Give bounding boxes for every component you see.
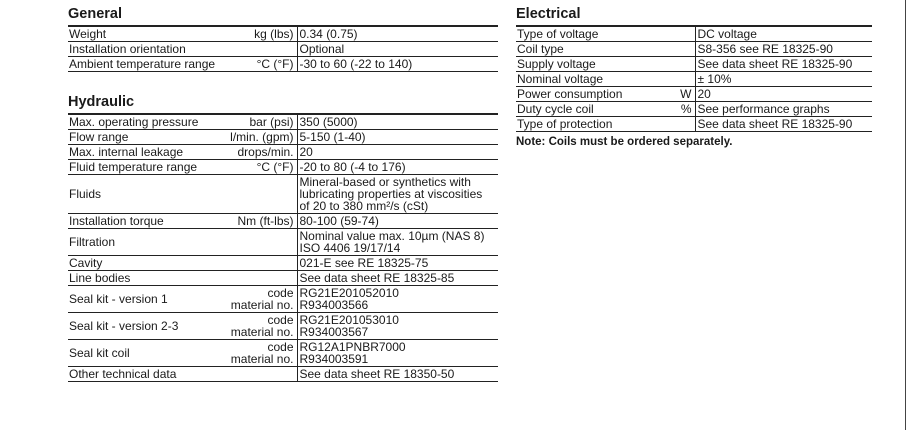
row-value: -20 to 80 (-4 to 176) [299,160,406,174]
table-row [68,214,498,229]
row-unit: Nm (ft-lbs) [237,214,294,228]
row-unit: code [267,313,294,327]
general-table [68,25,498,72]
row-value: DC voltage [697,27,757,41]
row-label: Type of voltage [517,27,599,41]
row-unit: °C (°F) [256,57,294,71]
row-value: 80-100 (59-74) [299,214,379,228]
row-label: Type of protection [517,117,613,131]
row-unit: drops/min. [237,145,294,159]
table-row [516,87,872,102]
row-label: Fluids [69,187,102,201]
table-row [68,42,498,57]
row-label: Power consumption [517,87,623,101]
row-label: Other technical data [69,367,177,381]
row-label: Duty cycle coil [517,102,594,116]
row-value: See performance graphs [697,102,830,116]
row-label: Coil type [517,42,564,56]
general-section [68,6,498,72]
row-label: Weight [69,27,107,41]
row-label: Supply voltage [517,57,596,71]
row-unit: °C (°F) [256,160,294,174]
table-row [68,160,498,175]
table-row [68,286,498,313]
page-border-line [905,0,906,430]
row-label: Ambient temperature range [69,57,216,71]
table-row [516,57,872,72]
row-label: Seal kit - version 1 [69,292,168,306]
row-label: Cavity [69,256,103,270]
hydraulic-section [68,94,498,382]
table-row [68,130,498,145]
row-label: Installation torque [69,214,164,228]
row-value: 350 (5000) [299,115,358,129]
row-value: RG21E201052010 R934003566 [299,286,399,312]
row-value: 0.34 (0.75) [299,27,358,41]
table-row [68,367,498,382]
row-value: 5-150 (1-40) [299,130,366,144]
table-row [68,26,498,42]
table-row [516,102,872,117]
row-value: ± 10% [697,72,732,86]
row-label: Seal kit - version 2-3 [69,319,179,333]
row-value: RG21E201053010 R934003567 [299,313,399,339]
row-unit: code [267,286,294,300]
table-row [68,256,498,271]
row-value: See data sheet RE 18325-90 [697,117,853,131]
row-label: Max. operating pressure [69,115,199,129]
row-unit: kg (lbs) [254,27,294,41]
row-unit: material no. [230,298,294,312]
row-label: Max. internal leakage [69,145,184,159]
row-label: Flow range [69,130,129,144]
row-value: See data sheet RE 18325-90 [697,57,853,71]
electrical-section [516,6,872,148]
row-label: Fluid temperature range [69,160,198,174]
row-value: See data sheet RE 18325-85 [299,271,455,285]
table-row [68,340,498,367]
electrical-title: Electrical [516,6,581,22]
row-value: Mineral-based or synthetics with lubricating properties at viscosities of 20 to 380 mm²/s (cSt) [299,175,483,213]
coil-order-note: Note: Coils must be ordered separately. [516,136,733,148]
row-label: Filtration [69,235,116,249]
row-value: 20 [299,145,313,159]
table-row [68,229,498,256]
row-label: Line bodies [69,271,131,285]
row-value: See data sheet RE 18350-50 [299,367,455,381]
table-row [516,42,872,57]
general-title: General [68,6,122,22]
electrical-table [516,25,872,132]
row-unit: % [680,102,692,116]
row-value: 20 [697,87,711,101]
row-label: Installation orientation [69,42,186,56]
table-row [516,117,872,132]
table-row [68,313,498,340]
row-value: 021-E see RE 18325-75 [299,256,429,270]
row-unit: bar (psi) [249,115,294,129]
row-value: RG12A1PNBR7000 R934003591 [299,340,406,366]
row-value: S8-356 see RE 18325-90 [697,42,833,56]
row-unit: code [267,340,294,354]
table-row [516,26,872,42]
table-row [516,72,872,87]
row-unit: l/min. (gpm) [230,130,294,144]
row-value: Optional [299,42,345,56]
table-row [68,175,498,214]
row-value: Nominal value max. 10µm (NAS 8) ISO 4406 19/17/14 [299,229,485,255]
hydraulic-table [68,113,498,382]
row-unit: W [680,87,692,101]
row-unit: material no. [230,325,294,339]
row-label: Seal kit coil [69,346,130,360]
row-value: -30 to 60 (-22 to 140) [299,57,413,71]
row-unit: material no. [230,352,294,366]
table-row [68,57,498,72]
table-row [68,271,498,286]
hydraulic-title: Hydraulic [68,94,135,110]
table-row [68,145,498,160]
table-row [68,114,498,130]
row-label: Nominal voltage [517,72,604,86]
